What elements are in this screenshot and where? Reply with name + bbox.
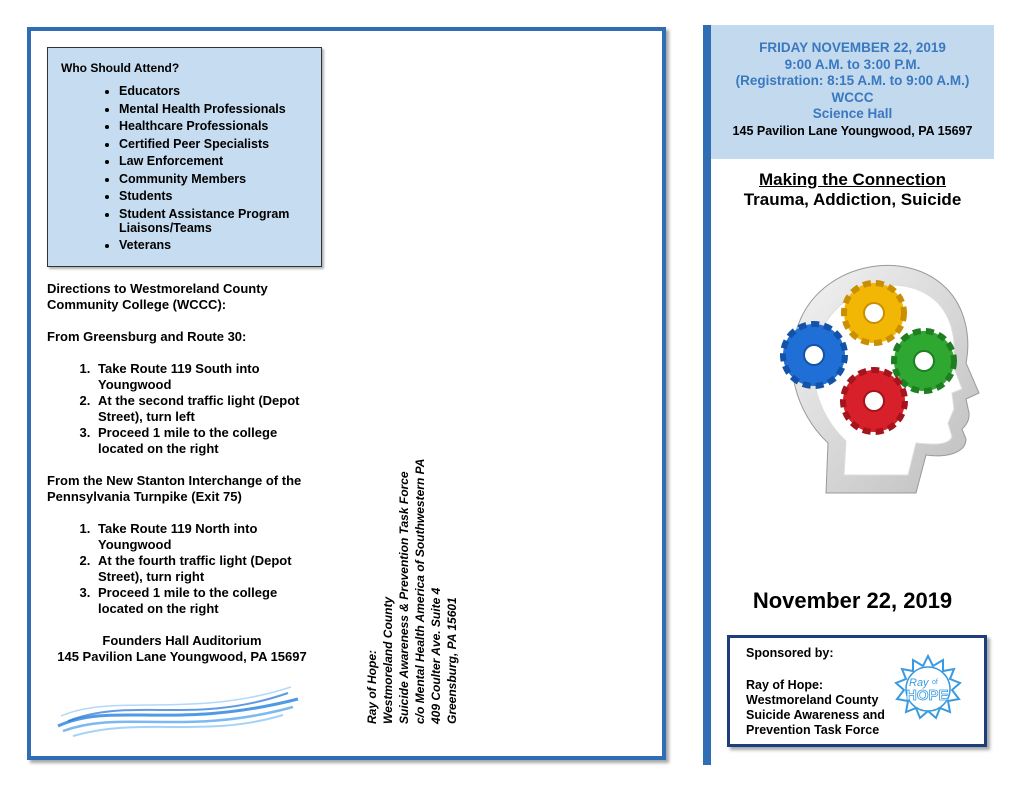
right-panel <box>703 25 994 765</box>
list-item: • Community Members <box>119 172 324 186</box>
event-registration: (Registration: 8:15 A.M. to 9:00 A.M.) <box>735 73 970 88</box>
list-item: • Educators <box>119 84 324 98</box>
venue-name: Founders Hall Auditorium <box>102 633 262 648</box>
sponsor-line: Suicide Awareness and <box>746 708 885 722</box>
event-hall: Science Hall <box>812 106 893 121</box>
list-item: 2. At the fourth traffic light (Depot Street), turn right <box>94 553 317 585</box>
list-item: 1. Take Route 119 North into Youngwood <box>94 521 317 553</box>
sponsor-title: Sponsored by: <box>746 646 834 660</box>
green-gear-icon <box>894 331 954 391</box>
list-item: 1. Take Route 119 South into Youngwood <box>94 361 317 393</box>
route-b-steps <box>47 521 317 617</box>
sponsor-box <box>727 635 987 747</box>
event-date: FRIDAY NOVEMBER 22, 2019 <box>759 40 946 55</box>
blue-waves-graphic <box>53 681 303 741</box>
mailing-address <box>364 459 460 724</box>
sponsor-text <box>746 678 906 738</box>
list-item: • Healthcare Professionals <box>119 119 324 133</box>
list-item: 3. Proceed 1 mile to the college located on the right <box>94 585 317 617</box>
sponsor-line: Ray of Hope: <box>746 678 824 692</box>
logo-word-hope: HOPE <box>906 687 949 704</box>
red-gear-icon <box>843 370 905 432</box>
event-title-block <box>711 170 994 210</box>
list-item: 3. Proceed 1 mile to the college located on the right <box>94 425 317 457</box>
directions-heading: Directions to Westmoreland County Community College (WCCC): <box>47 281 268 312</box>
yellow-gear-icon <box>844 283 904 343</box>
list-item: • Students <box>119 189 324 203</box>
mailing-line: Suicide Awareness & Prevention Task Force <box>397 471 411 724</box>
big-event-date: November 22, 2019 <box>752 588 953 613</box>
list-item: • Veterans <box>119 238 324 252</box>
who-should-attend-box <box>47 47 322 267</box>
sponsor-line: Westmoreland County <box>746 693 879 707</box>
attend-list <box>101 84 324 256</box>
logo-word-ray: Ray <box>909 677 929 689</box>
venue-address: 145 Pavilion Lane Youngwood, PA 15697 <box>57 649 307 664</box>
route-b-heading: From the New Stanton Interchange of the Pennsylvania Turnpike (Exit 75) <box>47 473 302 504</box>
directions-section <box>47 281 317 665</box>
ray-of-hope-logo-icon <box>893 654 963 722</box>
list-item: • Student Assistance Program Liaisons/Teams <box>119 207 324 235</box>
event-title: Making the Connection <box>759 170 946 189</box>
blue-gear-icon <box>783 324 845 386</box>
route-a-steps <box>47 361 317 457</box>
event-time: 9:00 A.M. to 3:00 P.M. <box>784 56 921 72</box>
left-panel <box>27 27 666 760</box>
list-item: • Mental Health Professionals <box>119 102 324 116</box>
sponsor-line: Prevention Task Force <box>746 723 880 737</box>
event-org: WCCC <box>831 89 874 105</box>
mailing-line: Westmoreland County <box>381 596 395 724</box>
venue-block <box>47 633 317 665</box>
event-subtitle: Trauma, Addiction, Suicide <box>743 190 962 209</box>
list-item: • Law Enforcement <box>119 154 324 168</box>
mailing-line: 409 Coulter Ave. Suite 4 <box>429 587 443 724</box>
mailing-line: Ray of Hope: <box>365 649 379 724</box>
head-gears-illustration <box>766 243 981 498</box>
mailing-line: Greensburg, PA 15601 <box>445 597 459 724</box>
route-a-heading: From Greensburg and Route 30: <box>47 329 247 344</box>
event-address: 145 Pavilion Lane Youngwood, PA 15697 <box>732 123 973 138</box>
mailing-line: c/o Mental Health America of Southwestern PA <box>413 458 427 724</box>
attend-title: Who Should Attend? <box>61 61 180 75</box>
list-item: • Certified Peer Specialists <box>119 137 324 151</box>
logo-word-of: of <box>932 679 938 686</box>
event-info-box <box>711 25 994 159</box>
list-item: 2. At the second traffic light (Depot Street), turn left <box>94 393 317 425</box>
